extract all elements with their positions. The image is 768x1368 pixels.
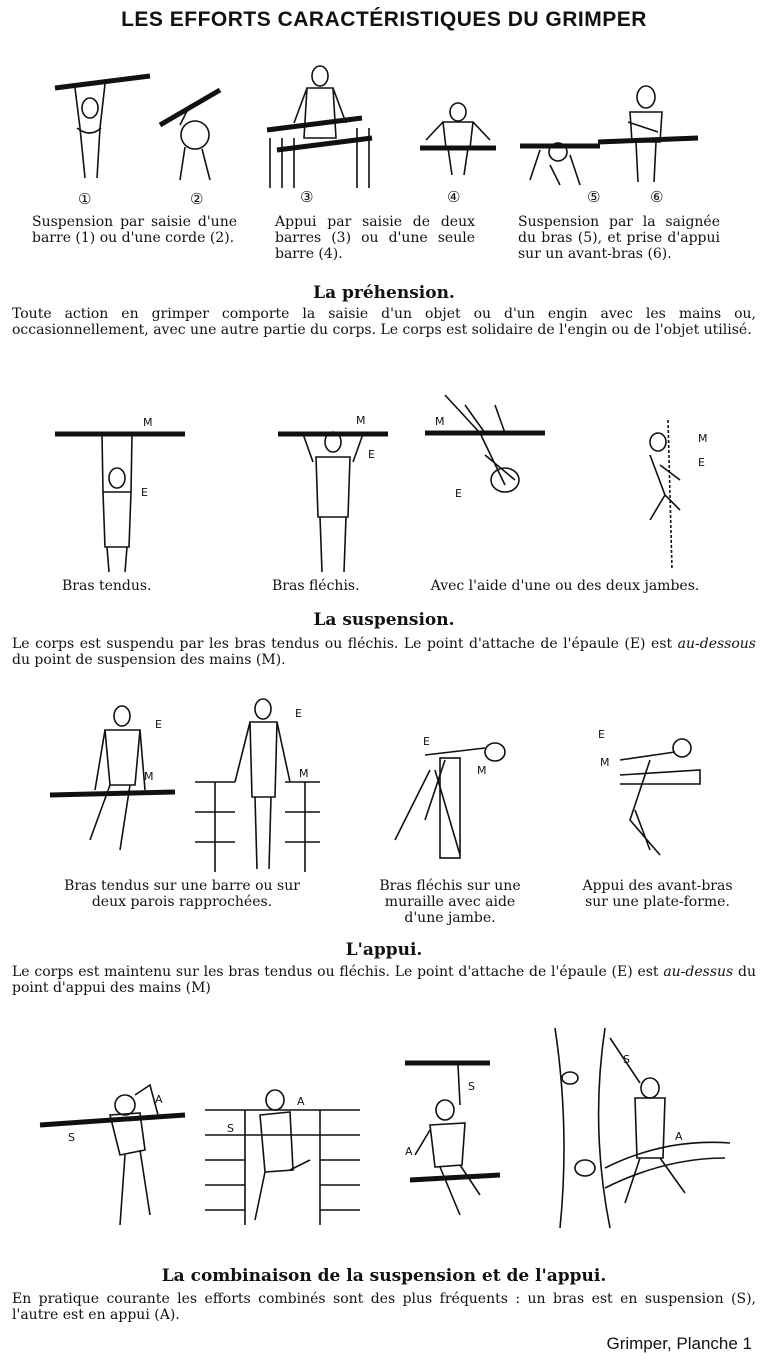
figure-appui-deux-barres (262, 58, 377, 188)
label-e: E (598, 728, 605, 741)
label-a: A (405, 1145, 413, 1158)
caption-prehension-2: Appui par saisie de deux barres (3) ou d'une seule barre (4). (275, 214, 475, 262)
figure-combinaison-muraille (205, 1080, 360, 1225)
footer-plate-label: Grimper, Planche 1 (606, 1334, 752, 1353)
label-e: E (368, 448, 375, 461)
figure-suspension-corde (150, 85, 230, 185)
label-a: A (675, 1130, 683, 1143)
label-s: S (468, 1080, 475, 1093)
figure-number-3: ③ (300, 188, 314, 206)
label-s: S (623, 1053, 630, 1066)
label-m: M (299, 767, 309, 780)
caption-prehension-1: Suspension par saisie d'une barre (1) ou d'une corde (2). (32, 214, 237, 246)
figure-combinaison-poutre (400, 1055, 510, 1225)
label-e: E (455, 487, 462, 500)
figure-number-5: ⑤ (587, 188, 601, 206)
figure-number-6: ⑥ (650, 188, 664, 206)
label-m: M (144, 770, 154, 783)
caption-appui-3: Appui des avant-bras sur une plate-forme. (582, 878, 733, 910)
label-m: M (356, 414, 366, 427)
page-title: LES EFFORTS CARACTÉRISTIQUES DU GRIMPER (121, 8, 647, 31)
label-e: E (698, 456, 705, 469)
caption-appui-2: Bras fléchis sur une muraille avec aide d'une jambe. (379, 878, 521, 926)
heading-prehension: La préhension. (313, 283, 455, 303)
label-a: A (155, 1093, 163, 1106)
figure-saignee-bras (520, 130, 600, 190)
figure-corde-jambes (630, 420, 710, 570)
label-a: A (297, 1095, 305, 1108)
label-e: E (141, 486, 148, 499)
figure-bras-tendus (55, 412, 185, 572)
figure-aide-jambe (425, 385, 545, 505)
label-m: M (477, 764, 487, 777)
label-e: E (423, 735, 430, 748)
label-s: S (227, 1122, 234, 1135)
label-e: E (295, 707, 302, 720)
figure-appui-parois (195, 697, 320, 872)
figure-combinaison-arbre (545, 1028, 730, 1228)
label-m: M (698, 432, 708, 445)
figure-appui-avant-bras (598, 82, 698, 187)
heading-combinaison: La combinaison de la suspension et de l'appui. (161, 1266, 607, 1286)
paragraph-combinaison: En pratique courante les efforts combinés sont des plus fréquents : un bras est en suspension (S), l'autre est en appui (A). (12, 1291, 756, 1323)
figure-bras-flechis (278, 412, 388, 572)
figure-appui-plateforme (590, 720, 710, 860)
caption-appui-1: Bras tendus sur une barre ou sur deux parois rapprochées. (64, 878, 300, 910)
figure-appui-une-barre (418, 100, 498, 180)
paragraph-suspension: Le corps est suspendu par les bras tendus ou fléchis. Le point d'attache de l'épaule (E) est au-dessous du point de suspension des mains (M). (12, 636, 756, 668)
figure-combinaison-barre (40, 1075, 185, 1225)
label-m: M (143, 416, 153, 429)
heading-appui: L'appui. (345, 940, 423, 960)
label-e: E (155, 718, 162, 731)
label-s: S (68, 1131, 75, 1144)
caption-suspension-2: Bras fléchis. (272, 578, 360, 594)
figure-appui-barre (50, 700, 175, 870)
label-m: M (600, 756, 610, 769)
paragraph-appui: Le corps est maintenu sur les bras tendus ou fléchis. Le point d'attache de l'épaule (E) est au-dessus du point d'appui des mains (M) (12, 964, 756, 996)
paragraph-prehension: Toute action en grimper comporte la saisie d'un objet ou d'un engin avec les mains ou, occasionnellement, avec une autre partie du corps. Le corps est solidaire de l'engin ou de l'objet utilisé. (12, 306, 756, 338)
caption-suspension-1: Bras tendus. (62, 578, 152, 594)
caption-prehension-3: Suspension par la saignée du bras (5), et prise d'appui sur un avant-bras (6). (518, 214, 720, 262)
caption-suspension-3: Avec l'aide d'une ou des deux jambes. (430, 578, 700, 594)
label-m: M (435, 415, 445, 428)
figure-suspension-barre (45, 68, 155, 188)
figure-appui-muraille (385, 730, 515, 860)
figure-number-1: ① (78, 190, 92, 208)
figure-number-4: ④ (447, 188, 461, 206)
heading-suspension: La suspension. (313, 610, 455, 630)
figure-number-2: ② (190, 190, 204, 208)
